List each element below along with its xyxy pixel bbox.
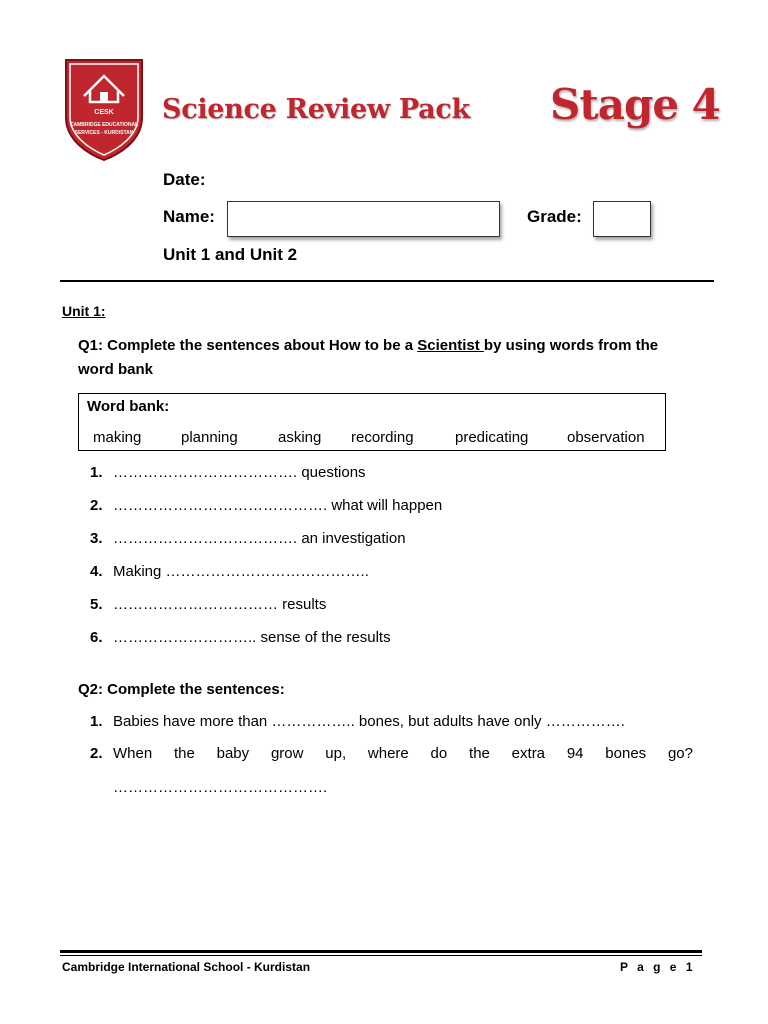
q2-heading: Q2: Complete the sentences:	[78, 681, 285, 698]
stage-label: Stage 4	[550, 80, 720, 129]
list-number: 5.	[90, 596, 103, 613]
grade-field[interactable]	[593, 201, 651, 237]
list-number: 2.	[90, 745, 103, 762]
list-item: ……………………….. sense of the results	[113, 629, 391, 646]
logo-line1: CAMBRIDGE EDUCATIONAL	[69, 122, 139, 128]
logo-line2: SERVICES - KURDISTAN	[74, 130, 134, 136]
name-label: Name:	[163, 207, 215, 226]
word-bank-word: making	[93, 429, 142, 446]
grade-label: Grade:	[527, 207, 582, 226]
school-logo	[62, 56, 146, 162]
list-item: Making …………………………………..	[113, 563, 369, 580]
unit-line: Unit 1 and Unit 2	[163, 245, 298, 264]
footer-page-number: P a g e 1	[620, 960, 696, 974]
word-bank-title: Word bank:	[87, 398, 170, 415]
list-item: ……………………………………. what will happen	[113, 497, 443, 514]
word-bank-word: predicating	[455, 429, 529, 446]
list-number: 6.	[90, 629, 103, 646]
page-title: Science Review Pack	[162, 94, 470, 125]
list-number: 4.	[90, 563, 103, 580]
list-item: ………………………………. an investigation	[113, 530, 406, 547]
footer-divider	[60, 950, 702, 953]
word-bank	[78, 393, 666, 451]
list-number: 1.	[90, 464, 103, 481]
list-item: …………………………… results	[113, 596, 327, 613]
list-item: When the baby grow up, where do the extra 94 bones go?	[113, 745, 693, 762]
list-item: ………………………………. questions	[113, 464, 366, 481]
list-number: 3.	[90, 530, 103, 547]
list-number: 1.	[90, 713, 103, 730]
word-bank-word: planning	[181, 429, 238, 446]
q1-underlined-word: Scientist	[417, 337, 484, 354]
word-bank-word: observation	[567, 429, 645, 446]
footer-divider	[60, 955, 702, 956]
logo-acronym: CESK	[94, 109, 114, 116]
word-bank-word: recording	[351, 429, 414, 446]
unit1-heading: Unit 1:	[62, 303, 106, 319]
footer-school-name: Cambridge International School - Kurdistan	[62, 960, 311, 974]
header-divider	[60, 280, 714, 282]
answer-line: …………………………………….	[113, 779, 328, 796]
list-number: 2.	[90, 497, 103, 514]
list-item: Babies have more than …………….. bones, but adults have only …………….	[113, 713, 625, 730]
word-bank-word: asking	[278, 429, 322, 446]
name-field[interactable]	[227, 201, 500, 237]
date-label: Date:	[163, 170, 206, 189]
q1-prompt: Q1: Complete the sentences about How to be a Scientist by using words from the word bank	[78, 337, 659, 378]
